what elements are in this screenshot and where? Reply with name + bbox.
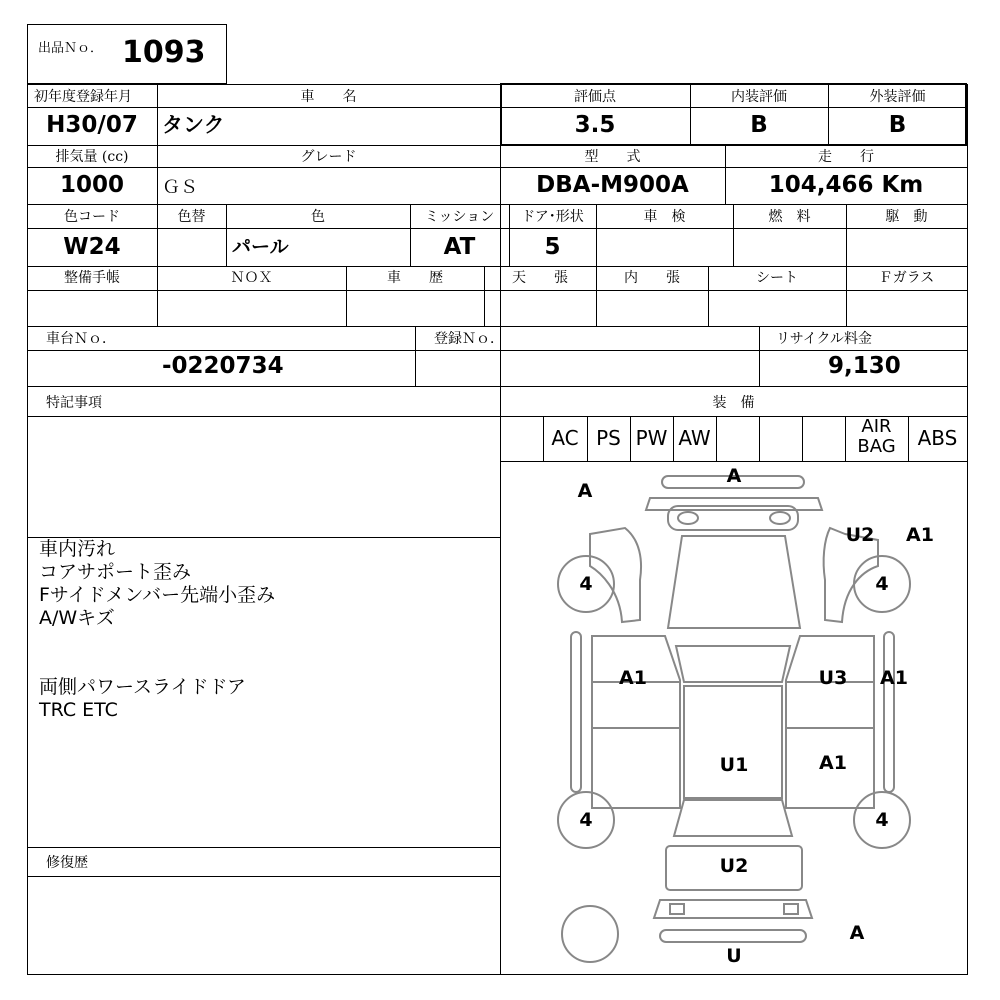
mark-left-front-door: A1 — [619, 667, 647, 689]
mark-rear-window: U2 — [719, 855, 749, 877]
equipment-ps: PS — [596, 426, 621, 450]
seat-label: シート — [756, 270, 798, 286]
note-line: A/Wキズ — [39, 607, 115, 629]
rear-bumper-shape — [660, 930, 806, 942]
mark-right-front-door-a: U3 — [818, 667, 848, 689]
spare-tire-shape — [562, 906, 618, 962]
nox-label: ＮＯＸ — [230, 270, 273, 286]
mark-front-bumper: A — [726, 465, 742, 487]
mark-right-rear-door: A1 — [819, 752, 847, 774]
mark-roof: U1 — [719, 754, 749, 776]
grade-label: グレード — [300, 149, 357, 165]
lot-number-value: 1093 — [122, 35, 206, 70]
interior-value: B — [750, 112, 768, 138]
maintenance-label: 整備手帳 — [64, 270, 120, 286]
mark-tire-front-left: 4 — [579, 573, 593, 595]
note-line: コアサポート歪み — [39, 561, 192, 583]
mark-right-front-door-b: A1 — [880, 667, 908, 689]
mission-value: AT — [443, 234, 476, 260]
model-value: DBA-M900A — [536, 172, 689, 198]
windshield-shape — [676, 646, 790, 682]
mark-tire-rear-left: 4 — [579, 809, 593, 831]
rear-panel-shape — [654, 900, 812, 918]
mark-rear-corner: A — [849, 922, 865, 944]
color-value: パール — [232, 236, 289, 258]
mark-tire-rear-right: 4 — [875, 809, 889, 831]
score-label: 評価点 — [574, 89, 616, 105]
left-rear-door-shape — [592, 728, 680, 808]
recycle-label: リサイクル料金 — [776, 331, 873, 347]
mileage-value: 104,466 Km — [768, 172, 924, 198]
fglass-label: Ｆガラス — [878, 270, 935, 286]
mark-rear-bumper: U — [726, 945, 742, 967]
mission-label: ミッション — [424, 209, 495, 225]
color-code-value: W24 — [63, 234, 121, 260]
fuel-label: 燃 料 — [768, 209, 811, 225]
displacement-value: 1000 — [59, 172, 124, 198]
model-label: 型 式 — [584, 149, 641, 165]
color-code-label: 色コード — [64, 209, 120, 225]
equipment-pw: PW — [635, 426, 668, 450]
chassis-label: 車台Ｎｏ． — [46, 331, 116, 347]
mark-front-right-b: A1 — [906, 524, 934, 546]
inner-label: 内 張 — [624, 270, 680, 286]
equipment-aw: AW — [678, 426, 711, 450]
inspection-label: 車 検 — [643, 209, 686, 225]
regno-label: 登録Ｎｏ． — [434, 331, 504, 347]
note-line: 車内汚れ — [39, 538, 116, 560]
note-line: 両側パワースライドドア — [39, 676, 246, 698]
equipment-airbag-line1: AIR — [861, 416, 892, 437]
door-label: ドア･形状 — [521, 209, 584, 225]
history-label: 車 歴 — [387, 270, 443, 286]
equipment-ac: AC — [551, 426, 579, 450]
car-name-value: タンク — [162, 113, 225, 137]
repair-history-label: 修復歴 — [46, 855, 88, 871]
grade-value: ＧＳ — [162, 177, 198, 198]
drive-label: 駆 動 — [885, 209, 928, 225]
door-value: 5 — [544, 234, 561, 260]
roof-shape — [684, 686, 782, 798]
repaint-label: 色替 — [177, 209, 206, 225]
mark-tire-front-right: 4 — [875, 573, 889, 595]
right-sill-shape — [884, 632, 894, 792]
hood-shape — [668, 536, 800, 628]
sunroof-label: 天 張 — [512, 270, 568, 286]
left-sill-shape — [571, 632, 581, 792]
notes-label: 特記事項 — [46, 395, 102, 411]
chassis-value: -0220734 — [162, 353, 284, 379]
note-line: Fサイドメンバー先端小歪み — [39, 584, 276, 606]
first-registration-value: H30/07 — [46, 112, 138, 138]
displacement-label: 排気量 (cc) — [55, 149, 129, 165]
equipment-airbag-line2: BAG — [857, 436, 896, 457]
exterior-label: 外装評価 — [869, 89, 926, 105]
note-line: TRC ETC — [39, 699, 118, 721]
car-name-label: 車 名 — [300, 89, 357, 105]
equipment-abs: ABS — [917, 426, 958, 450]
equipment-label: 装 備 — [712, 395, 755, 411]
exterior-value: B — [888, 112, 907, 138]
lot-number-label: 出品Ｎｏ． — [38, 41, 104, 56]
score-value: 3.5 — [574, 112, 616, 138]
mark-front-right-a: U2 — [845, 524, 875, 546]
color-label: 色 — [311, 209, 325, 225]
recycle-value: 9,130 — [828, 353, 901, 379]
mileage-label: 走 行 — [818, 149, 874, 165]
first-registration-label: 初年度登録年月 — [34, 89, 132, 105]
mark-front-left: A — [577, 480, 593, 502]
interior-label: 内装評価 — [731, 89, 787, 105]
rear-window-shape — [674, 800, 792, 836]
